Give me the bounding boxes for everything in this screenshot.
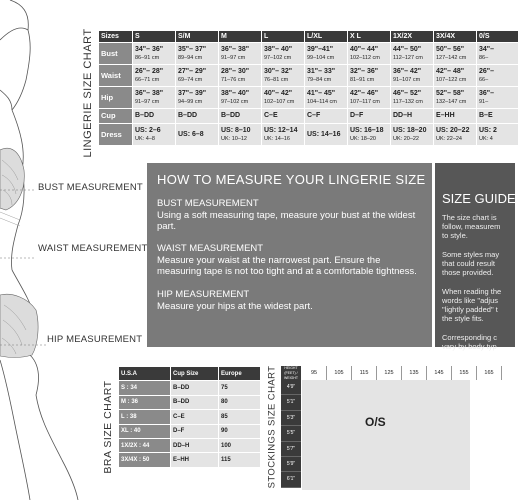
cell-primary: 40"– 44" xyxy=(350,45,379,53)
height-cell: 4'9" xyxy=(281,380,301,395)
size-guide-line: Some styles may xyxy=(442,249,500,259)
size-guide-line: follow, measurem xyxy=(442,222,501,232)
table-cell xyxy=(391,43,434,65)
cell-secondary: UK: 4–8 xyxy=(135,135,155,142)
cell-primary: 36"– 38" xyxy=(221,45,250,53)
cell-secondary: 132–147 cm xyxy=(436,98,467,105)
size-guide-line: "lightly padded" t xyxy=(442,305,498,314)
table-cell xyxy=(133,124,176,146)
cell-secondary: 76–81 cm xyxy=(264,76,289,83)
lingerie-table-body xyxy=(99,43,519,146)
header-cell: M xyxy=(219,31,262,43)
stockings-size-area xyxy=(302,380,470,490)
cell-primary: 26"– xyxy=(479,67,494,75)
header-cell: Europe xyxy=(219,367,261,381)
weight-cell: 115 xyxy=(352,366,377,380)
size-guide-title: SIZE GUIDE xyxy=(442,191,516,206)
waist-measurement-label: WAIST MEASUREMENT xyxy=(38,243,148,254)
table-cell xyxy=(176,65,219,87)
table-row xyxy=(99,109,519,124)
table-cell xyxy=(219,87,262,109)
cell-secondary: UK: 20–22 xyxy=(393,135,419,142)
table-cell xyxy=(305,43,348,65)
cell-secondary: 94–99 cm xyxy=(178,98,203,105)
table-cell xyxy=(176,109,219,124)
table-cell: 1X/2X : 44 xyxy=(119,438,171,452)
bra-size-table xyxy=(118,366,261,468)
header-cell: S xyxy=(133,31,176,43)
bust-heading: BUST MEASUREMENT xyxy=(157,198,259,209)
table-cell: 85 xyxy=(219,410,261,424)
size-guide-line: those provided. xyxy=(442,268,494,278)
weight-cell: 95 xyxy=(302,366,327,380)
cell-primary: C–E xyxy=(264,112,278,119)
row-label: Waist xyxy=(99,65,133,87)
size-guide-line: to style. xyxy=(442,231,468,241)
hip-heading: HIP MEASUREMENT xyxy=(157,289,250,300)
table-cell xyxy=(477,87,519,109)
cell-primary: US: 14–16 xyxy=(307,130,341,138)
size-guide-line: words like "adjus xyxy=(442,295,499,305)
cell-primary: B–E xyxy=(479,112,493,119)
size-guide-panel xyxy=(435,163,516,351)
table-row xyxy=(119,410,261,424)
cell-primary: 27"– 29" xyxy=(178,67,207,75)
cell-secondary: 104–114 cm xyxy=(307,98,337,105)
header-cell: X L xyxy=(348,31,391,43)
cell-primary: US: 6–8 xyxy=(178,130,204,138)
table-cell: 100 xyxy=(219,438,261,452)
cell-primary: 34"– 36" xyxy=(135,45,164,53)
cell-primary: 32"– 36" xyxy=(350,67,379,75)
table-cell xyxy=(348,43,391,65)
table-cell xyxy=(477,43,519,65)
table-cell xyxy=(219,43,262,65)
table-cell xyxy=(133,109,176,124)
table-cell: 3X/4X : 50 xyxy=(119,453,171,467)
cell-secondary: 89–94 cm xyxy=(178,54,203,61)
cell-primary: 46"– 52" xyxy=(393,89,422,97)
header-cell: 0/S xyxy=(477,31,519,43)
cell-secondary: 97–102 cm xyxy=(264,54,292,61)
waist-text: Measure your waist at the narrowest part. Ensure the measuring tape is not too tight and at a comfortable tightness. xyxy=(157,255,417,277)
table-cell xyxy=(434,65,477,87)
cell-primary: 38"– 40" xyxy=(264,45,293,53)
cell-primary: 28"– 30" xyxy=(221,67,250,75)
table-row xyxy=(99,65,519,87)
cell-primary: 36"– xyxy=(479,89,494,97)
cell-primary: 35"– 37" xyxy=(178,45,207,53)
cell-primary: 42"– 46" xyxy=(350,89,379,97)
header-cell: Sizes xyxy=(99,31,133,43)
table-row xyxy=(99,43,519,65)
cell-secondary: 97–102 cm xyxy=(221,98,249,105)
size-guide-line: the style fits. xyxy=(442,314,484,324)
table-cell xyxy=(219,109,262,124)
cell-primary: US: 2 xyxy=(479,126,497,134)
table-cell xyxy=(176,124,219,146)
table-cell xyxy=(391,109,434,124)
cell-primary: 30"– 32" xyxy=(264,67,293,75)
table-cell xyxy=(305,65,348,87)
table-cell: 75 xyxy=(219,381,261,395)
cell-primary: US: 8–10 xyxy=(221,126,251,134)
cell-primary: 37"– 39" xyxy=(178,89,207,97)
table-cell xyxy=(434,124,477,146)
table-cell xyxy=(262,109,305,124)
cell-secondary: 117–132 cm xyxy=(393,98,423,105)
table-cell: C–E xyxy=(171,410,219,424)
cell-secondary: 81–91 cm xyxy=(350,76,375,83)
table-row xyxy=(119,438,261,452)
table-row xyxy=(119,381,261,395)
table-cell xyxy=(348,109,391,124)
stockings-chart-title: STOCKINGS SIZE CHART xyxy=(266,365,278,489)
bra-chart-title: BRA SIZE CHART xyxy=(102,380,114,474)
cell-primary: 38"– 40" xyxy=(221,89,250,97)
table-cell xyxy=(219,65,262,87)
cell-primary: US: 2–6 xyxy=(135,126,161,134)
cell-primary: 50"– 56" xyxy=(436,45,465,53)
table-cell xyxy=(176,87,219,109)
cell-secondary: UK: 22–24 xyxy=(436,135,462,142)
table-cell xyxy=(262,124,305,146)
table-cell xyxy=(391,87,434,109)
table-cell xyxy=(348,65,391,87)
height-cell: 5'9" xyxy=(281,457,301,472)
cell-primary: 36"– 42" xyxy=(393,67,422,75)
table-cell: 115 xyxy=(219,453,261,467)
cell-primary: B–DD xyxy=(135,112,155,119)
height-cell: 5'7" xyxy=(281,442,301,457)
cell-primary: B–DD xyxy=(221,112,241,119)
weight-cell: 145 xyxy=(427,366,452,380)
cell-secondary: UK: 14–16 xyxy=(264,135,290,142)
cell-secondary: 99–104 cm xyxy=(307,54,335,61)
table-cell: DD–H xyxy=(171,438,219,452)
height-cell: 6'1" xyxy=(281,472,301,487)
cell-secondary: UK: 4 xyxy=(479,135,493,142)
table-cell: B–DD xyxy=(171,381,219,395)
table-row xyxy=(119,453,261,467)
weight-cell: 155 xyxy=(452,366,477,380)
bra-table-body xyxy=(119,381,261,467)
cell-secondary: 66–71 cm xyxy=(135,76,160,83)
size-guide-line: vary by body typ xyxy=(442,341,497,351)
cell-secondary: UK: 18–20 xyxy=(350,135,376,142)
cell-primary: 52"– 58" xyxy=(436,89,465,97)
table-row xyxy=(99,87,519,109)
height-cell: 5'1" xyxy=(281,395,301,410)
header-cell: L xyxy=(262,31,305,43)
hip-text: Measure your hips at the widest part. xyxy=(157,301,313,312)
table-cell xyxy=(477,65,519,87)
table-cell xyxy=(391,124,434,146)
cell-secondary: 69–74 cm xyxy=(178,76,203,83)
cell-secondary: 107–117 cm xyxy=(350,98,380,105)
cell-primary: DD–H xyxy=(393,112,413,119)
table-cell xyxy=(133,87,176,109)
row-label: Dress xyxy=(99,124,133,146)
cell-secondary: 91–97 cm xyxy=(135,98,160,105)
cell-primary: 40"– 42" xyxy=(264,89,293,97)
table-cell: XL : 40 xyxy=(119,424,171,438)
table-cell xyxy=(262,65,305,87)
stockings-size-value: O/S xyxy=(365,415,386,429)
table-cell: M : 36 xyxy=(119,395,171,409)
table-cell xyxy=(434,43,477,65)
lingerie-chart-title: LINGERIE SIZE CHART xyxy=(82,27,94,158)
cell-primary: US: 20–22 xyxy=(436,126,470,134)
cell-primary: 41"– 45" xyxy=(307,89,336,97)
cell-secondary: 102–112 cm xyxy=(350,54,380,61)
cell-primary: 26"– 28" xyxy=(135,67,164,75)
size-guide-line: When reading the xyxy=(442,286,502,296)
table-cell: D–F xyxy=(171,424,219,438)
cell-secondary: UK: 10–12 xyxy=(221,135,247,142)
header-cell: 3X/4X xyxy=(434,31,477,43)
height-cell: 5'5" xyxy=(281,426,301,441)
cell-primary: US: 16–18 xyxy=(350,126,384,134)
table-cell xyxy=(219,124,262,146)
bust-text: Using a soft measuring tape, measure your bust at the widest part. xyxy=(157,210,416,232)
cell-primary: US: 18–20 xyxy=(393,126,427,134)
cell-primary: 39"–41" xyxy=(307,45,334,53)
table-cell xyxy=(305,124,348,146)
table-cell xyxy=(434,87,477,109)
header-cell: 1X/2X xyxy=(391,31,434,43)
cell-primary: C–F xyxy=(307,112,321,119)
cell-secondary: 66– xyxy=(479,76,489,83)
table-cell xyxy=(348,87,391,109)
cell-secondary: 86– xyxy=(479,54,489,61)
cell-primary: US: 12–14 xyxy=(264,126,298,134)
size-guide-line: The size chart is xyxy=(442,213,497,222)
cell-primary: D–F xyxy=(350,112,364,119)
table-cell: E–HH xyxy=(171,453,219,467)
row-label: Bust xyxy=(99,43,133,65)
table-cell: S : 34 xyxy=(119,381,171,395)
how-to-title: HOW TO MEASURE YOUR LINGERIE SIZE xyxy=(157,172,426,187)
table-cell xyxy=(176,43,219,65)
height-cell: 5'3" xyxy=(281,411,301,426)
table-cell: 80 xyxy=(219,395,261,409)
header-cell: S/M xyxy=(176,31,219,43)
cell-secondary: 127–142 cm xyxy=(436,54,467,61)
weight-cell: 125 xyxy=(377,366,402,380)
header-cell: Cup Size xyxy=(171,367,219,381)
header-cell: U.S.A xyxy=(119,367,171,381)
cell-primary: 36"– 38" xyxy=(135,89,164,97)
cell-secondary: 86–91 cm xyxy=(135,54,160,61)
bust-measurement-label: BUST MEASUREMENT xyxy=(38,182,143,193)
table-cell xyxy=(434,109,477,124)
cell-primary: E–HH xyxy=(436,112,455,119)
cell-secondary: 107–122 cm xyxy=(436,76,467,83)
table-cell xyxy=(305,109,348,124)
cell-secondary: 91–97 cm xyxy=(221,54,246,61)
table-cell xyxy=(262,43,305,65)
hip-measurement-label: HIP MEASUREMENT xyxy=(47,334,143,345)
table-cell xyxy=(348,124,391,146)
table-cell: 90 xyxy=(219,424,261,438)
waist-heading: WAIST MEASUREMENT xyxy=(157,243,264,254)
cell-primary: 31"– 33" xyxy=(307,67,336,75)
cell-primary: 42"– 48" xyxy=(436,67,465,75)
cell-secondary: 71–76 cm xyxy=(221,76,246,83)
table-cell xyxy=(133,43,176,65)
table-cell xyxy=(262,87,305,109)
cell-primary: 44"– 50" xyxy=(393,45,422,53)
table-cell: B–DD xyxy=(171,395,219,409)
size-guide-line: Corresponding c xyxy=(442,332,498,342)
table-cell xyxy=(391,65,434,87)
how-to-measure-panel xyxy=(147,163,432,347)
header-cell: L/XL xyxy=(305,31,348,43)
row-label: Cup xyxy=(99,109,133,124)
weight-cell: 165 xyxy=(477,366,502,380)
table-row xyxy=(99,124,519,146)
table-row xyxy=(119,424,261,438)
table-cell xyxy=(133,65,176,87)
weight-cell: 105 xyxy=(327,366,352,380)
cell-primary: 34"– xyxy=(479,45,494,53)
cell-secondary: 102–107 cm xyxy=(264,98,295,105)
table-cell: L : 38 xyxy=(119,410,171,424)
weight-cell: 135 xyxy=(402,366,427,380)
table-cell xyxy=(477,109,519,124)
cell-secondary: 112–127 cm xyxy=(393,54,423,61)
cell-primary: B–DD xyxy=(178,112,198,119)
cell-secondary: 91– xyxy=(479,98,489,105)
cell-secondary: 79–84 cm xyxy=(307,76,332,83)
cell-secondary: 91–107 cm xyxy=(393,76,421,83)
lingerie-size-table xyxy=(98,30,519,146)
table-cell xyxy=(477,124,519,146)
stockings-corner-label: HEIGHT (FEET) / WEIGHT xyxy=(281,366,301,380)
row-label: Hip xyxy=(99,87,133,109)
size-guide-line: that could result xyxy=(442,259,495,268)
table-row xyxy=(119,395,261,409)
table-cell xyxy=(305,87,348,109)
